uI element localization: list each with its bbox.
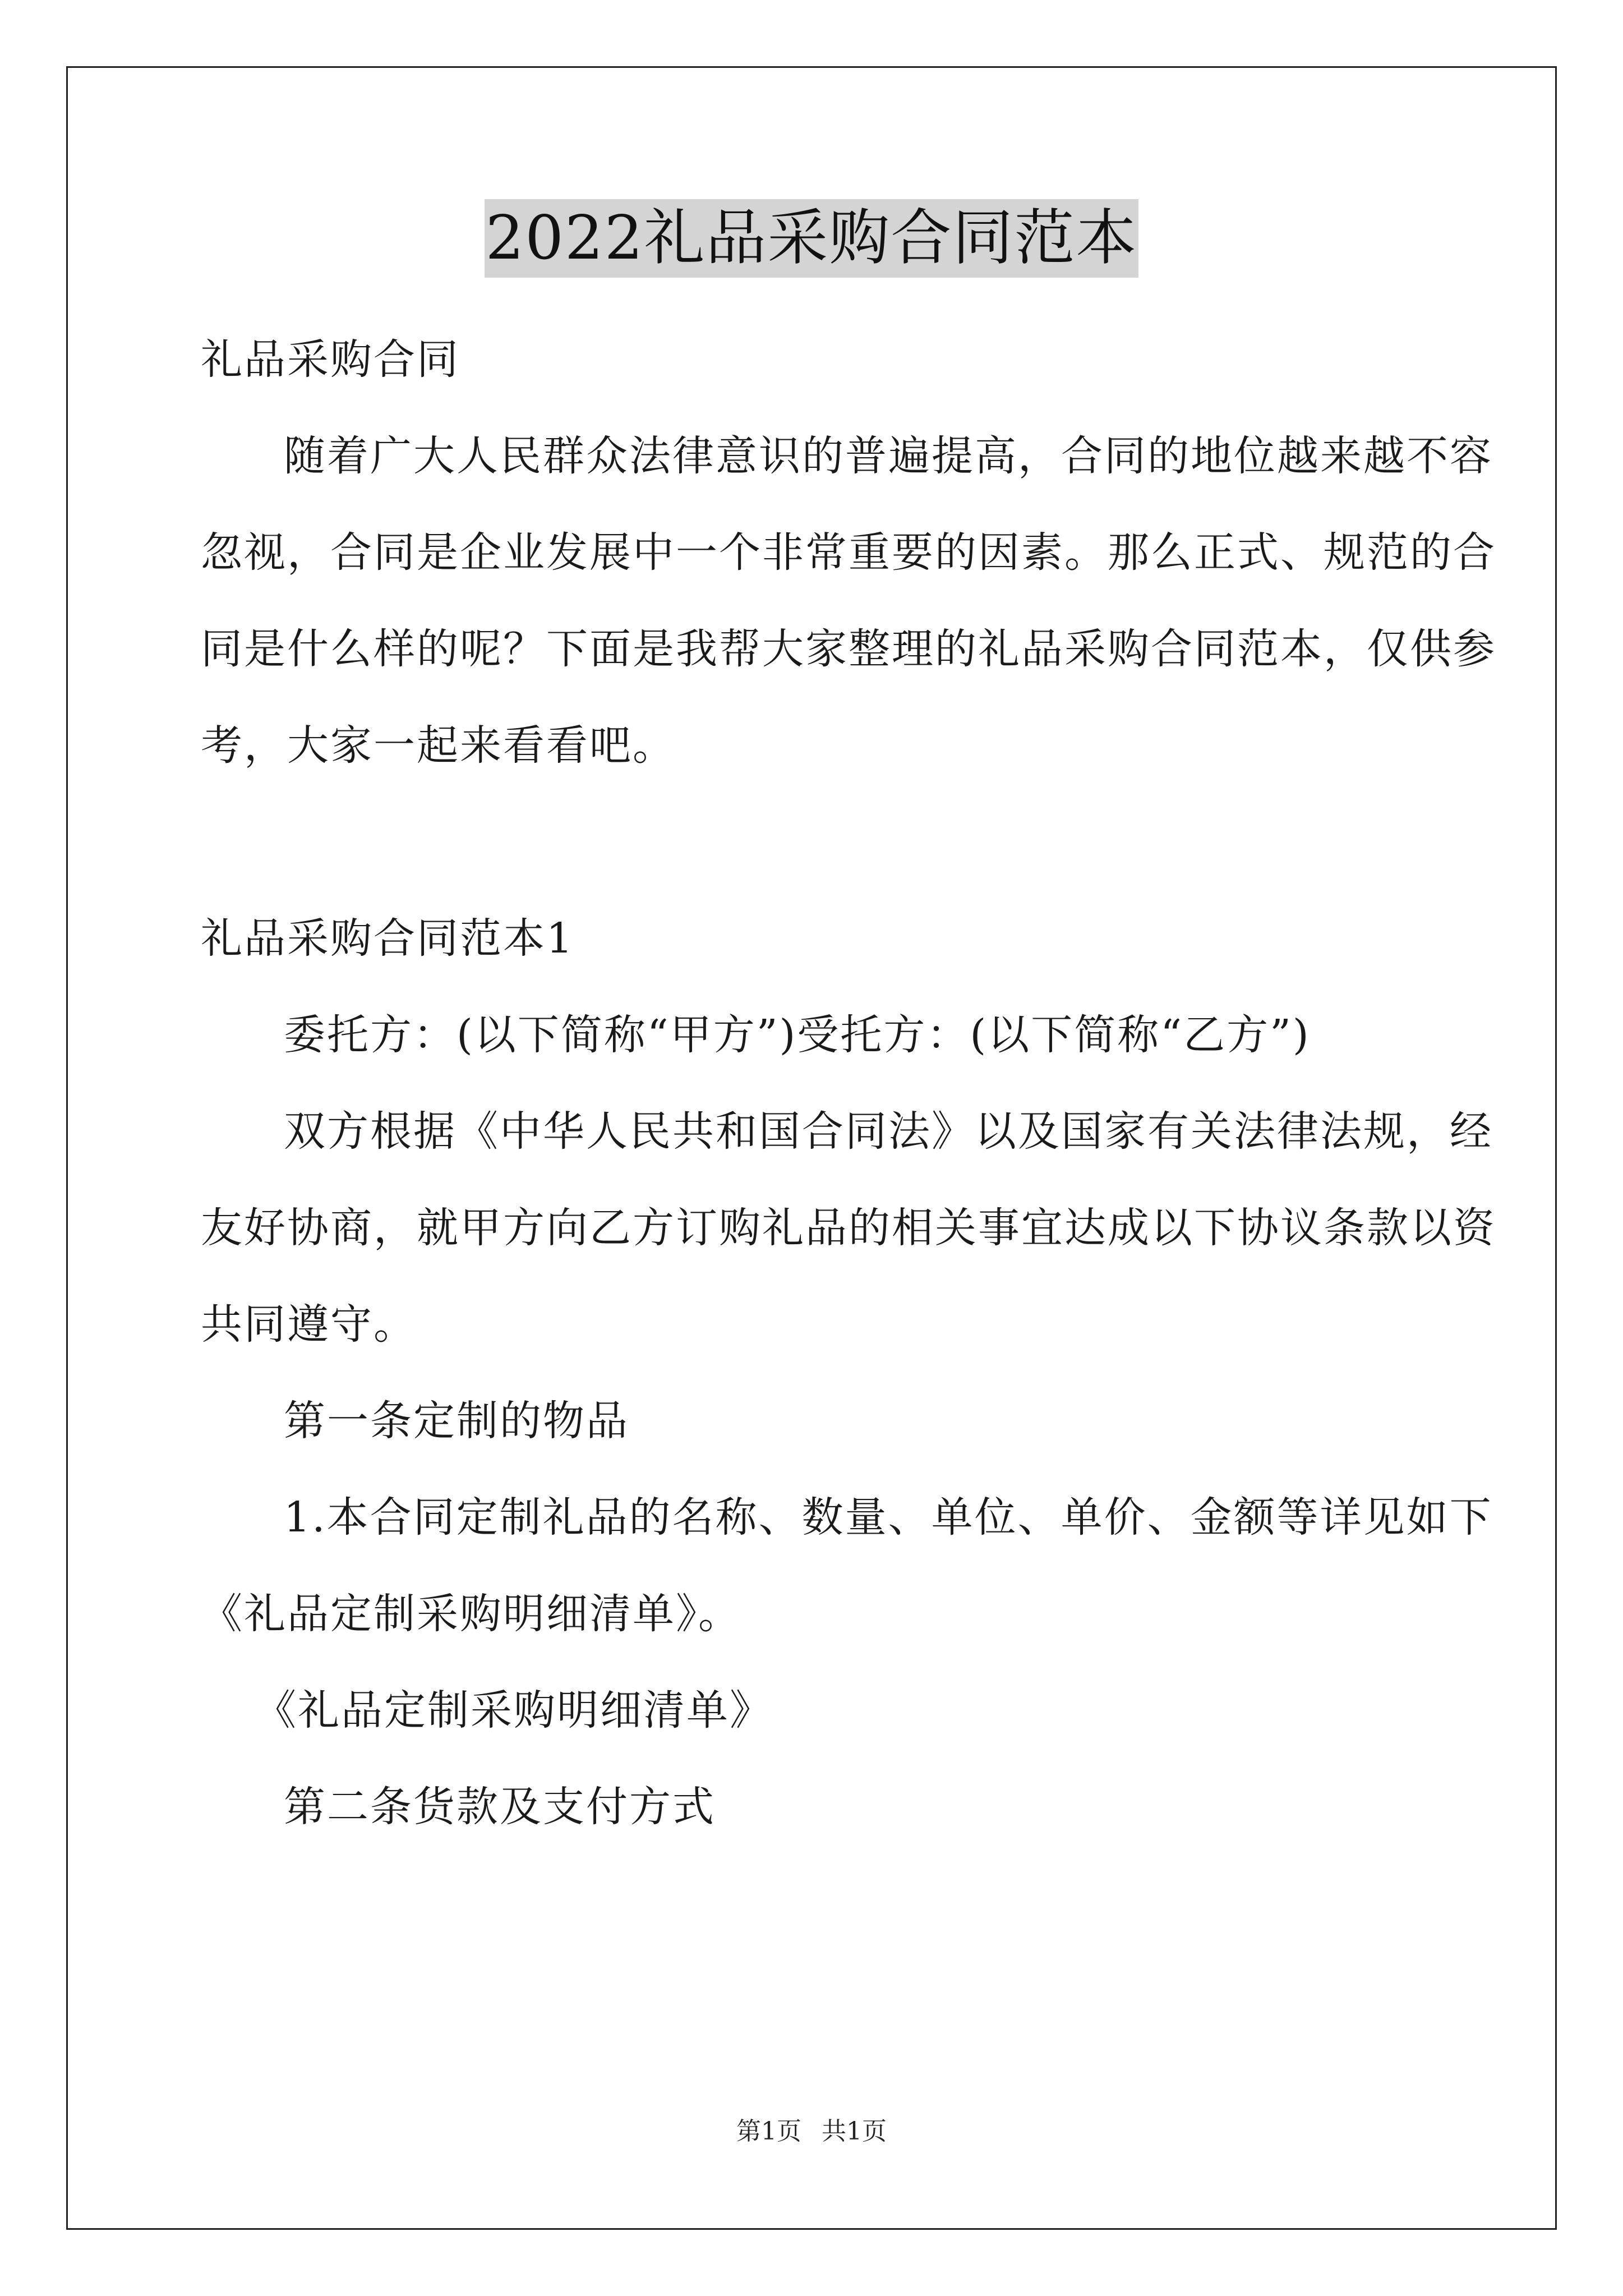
document-title: 2022礼品采购合同范本 [485,199,1139,278]
paragraph-line: 1.本合同定制礼品的名称、数量、单位、单价、金额等详见如下 [284,1493,1493,1542]
document-body [201,311,1496,1855]
paragraph-line: 随着广大人民群众法律意识的普遍提高，合同的地位越来越不容 [284,432,1493,480]
section-heading: 礼品采购合同 [201,335,460,384]
paragraph-line: 双方根据《中华人民共和国合同法》以及国家有关法律法规，经 [284,1107,1493,1156]
page-number-total: 共1页 [822,2117,887,2146]
paragraph-line: 《礼品定制采购明细清单》。 [201,1590,741,1638]
paragraph-line: 同是什么样的呢？下面是我帮大家整理的礼品采购合同范本，仅供参 [201,625,1496,673]
paragraph-line: 忽视，合同是企业发展中一个非常重要的因素。那么正式、规范的合 [201,528,1496,577]
paragraph-line: 共同遵守。 [201,1300,417,1349]
paragraph-line: 委托方：(以下简称“甲方”)受托方：(以下简称“乙方”) [284,1011,1311,1059]
paragraph-line: 友好协商，就甲方向乙方订购礼品的相关事宜达成以下协议条款以资 [201,1204,1496,1252]
title-container [0,199,1623,278]
page-footer [0,2115,1623,2148]
section-heading: 礼品采购合同范本1 [201,914,575,963]
clause-heading: 第一条定制的物品 [284,1397,629,1445]
paragraph-line: 考，大家一起来看看吧。 [201,721,676,770]
page-number-current: 第1页 [736,2117,801,2146]
spacer [201,794,1435,890]
clause-heading: 第二条货款及支付方式 [284,1783,716,1831]
paragraph-line: 《礼品定制采购明细清单》 [255,1686,773,1734]
